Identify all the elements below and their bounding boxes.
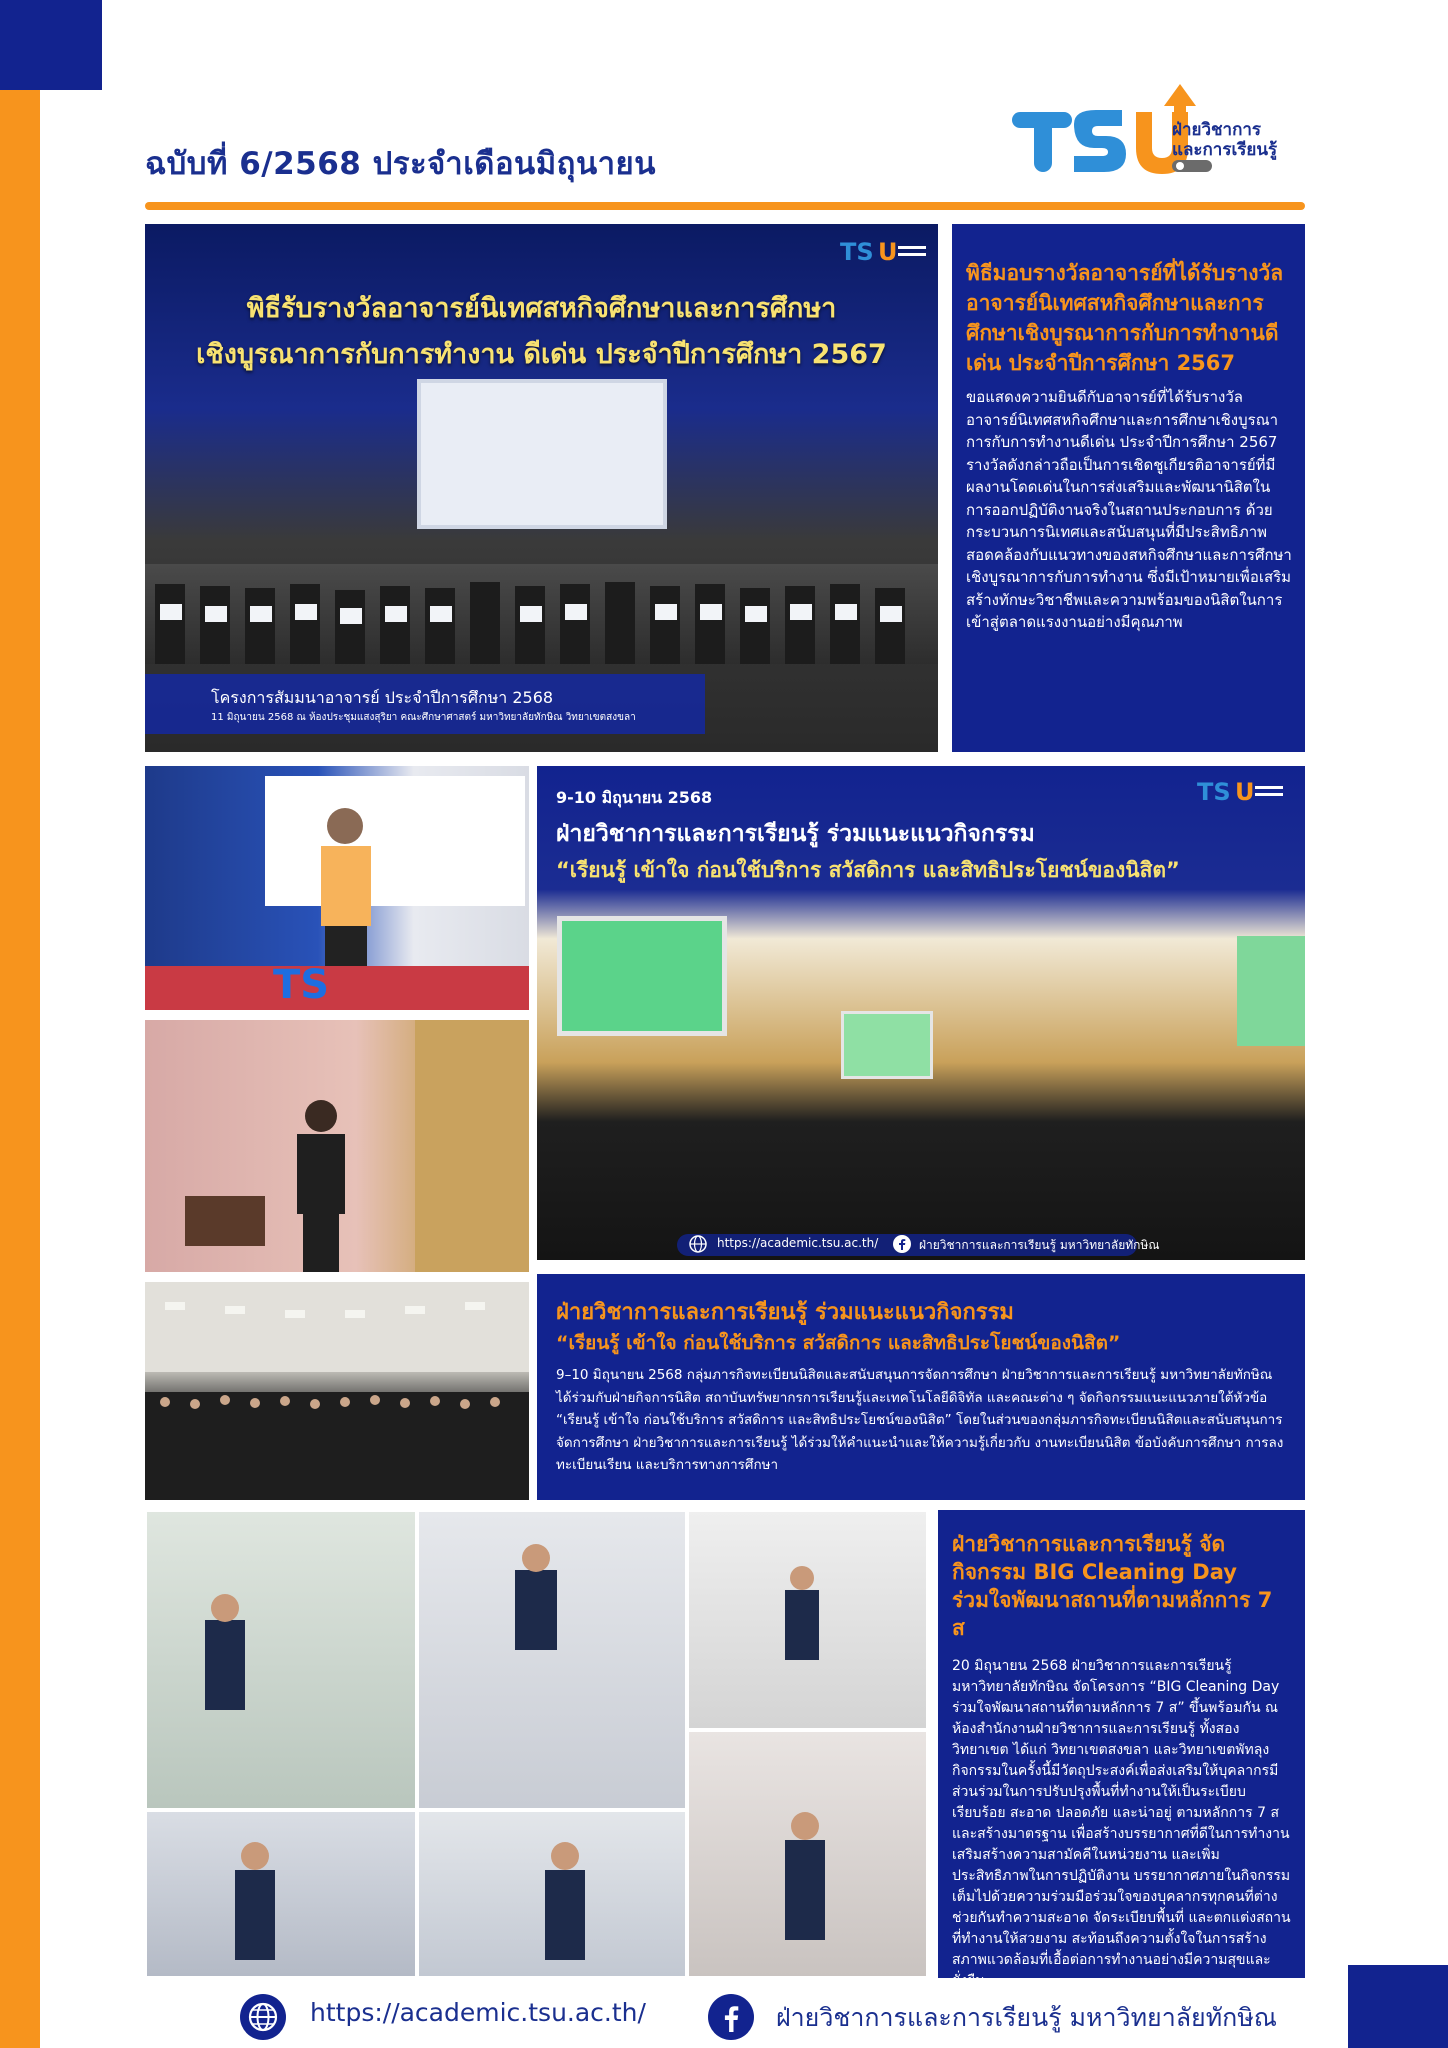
audience-photo <box>145 1282 529 1500</box>
svg-text:TS: TS <box>1197 778 1231 806</box>
poster-facebook: ฝ่ายวิชาการและการเรียนรู้ มหาวิทยาลัยทักษิณ <box>919 1238 1160 1252</box>
award-article-body: ขอแสดงความยินดีกับอาจารย์ที่ได้รับรางวัลอาจารย์นิเทศสหกิจศึกษาและการศึกษาเชิงบูรณาการกับการทำงานดีเด่น ประจำปีการศึกษา 2567 รางวัลดังกล่าวถือเป็นการเชิดชูเกียรติอาจารย์ที่มีผลงานโดดเด่นในการส่งเสริมและพัฒนานิสิตในการออกปฏิบัติงานจริงในสถานประกอบการ ด้วยกระบวนการนิเทศและสนับสนุนที่มีประสิทธิภาพ สอดคล้องกับแนวทางของสหกิจศึกษาและการศึกษาเชิงบูรณาการกับการทำงาน ซึ่งมีเป้าหมายเพื่อเสริมสร้างทักษะวิชาชีพและความพร้อมของนิสิตในการเข้าสู่ตลาดแรงงานอย่างมีคุณภาพ <box>966 388 1292 631</box>
cleaning-day-collage <box>145 1510 928 1978</box>
tsu-logo-small <box>1197 774 1287 808</box>
globe-icon <box>240 1994 286 2040</box>
poster-url: https://academic.tsu.ac.th/ <box>717 1236 879 1250</box>
cleaning-day-article-body: 20 มิถุนายน 2568 ฝ่ายวิชาการและการเรียนรู้ มหาวิทยาลัยทักษิณ จัดโครงการ “BIG Cleaning Day ร่วมใจพัฒนาสถานที่ตามหลักการ 7 ส” ขึ้นพร้อมกัน ณ ห้องสำนักงานฝ่ายวิชาการและการเรียนรู้ ทั้งสองวิทยาเขต ได้แก่ วิทยาเขตสงขลา และวิทยาเขตพัทลุง กิจกรรมในครั้งนี้มีวัตถุประสงค์เพื่อส่งเสริมให้บุคลากรมีส่วนร่วมในการปรับปรุงพื้นที่ทำงานให้เป็นระเบียบเรียบร้อย สะอาด ปลอดภัย และน่าอยู่ ตามหลักการ 7 ส และสร้างมาตรฐาน เพื่อสร้างบรรยากาศที่ดีในการทำงาน เสริมสร้างความสามัคคีในหน่วยงาน และเพิ่มประสิทธิภาพในการปฏิบัติงาน บรรยากาศภายในกิจกรรมเต็มไปด้วยความร่วมมือร่วมใจของบุคลากรทุกคนที่ต่างช่วยกันทำความสะอาด จัดระเบียบพื้นที่ และตกแต่งสถานที่ทำงานให้สวยงาม สะท้อนถึงความตั้งใจในการสร้างสภาพแวดล้อมที่เอื้อต่อการทำงานอย่างมีความสุขและยั่งยืน <box>952 1658 1291 1989</box>
cleaning-day-article-title: ฝ่ายวิชาการและการเรียนรู้ จัดกิจกรรม BIG Cleaning Day ร่วมใจพัฒนาสถานที่ตามหลักการ 7 ส <box>952 1532 1273 1640</box>
orientation-poster <box>537 766 1305 1260</box>
collage-people <box>145 1510 928 1978</box>
award-ceremony-photo <box>145 224 938 752</box>
left-orange-stripe <box>0 90 40 2048</box>
poster-date: 9-10 มิถุนายน 2568 <box>556 788 713 807</box>
projector-screen-right <box>1237 936 1305 1046</box>
award-recipients-group <box>145 564 938 664</box>
speaker-photo-2 <box>145 1020 529 1272</box>
orientation-article-body: 9–10 มิถุนายน 2568 กลุ่มภารกิจทะเบียนนิสิตและสนับสนุนการจัดการศึกษา ฝ่ายวิชาการและการเรียนรู้ มหาวิทยาลัยทักษิณ ได้ร่วมกับฝ่ายกิจการนิสิต สถาบันทรัพยากรการเรียนรู้และเทคโนโลยีดิจิทัล และคณะต่าง ๆ จัดกิจกรรมแนะแนวภายใต้หัวข้อ “เรียนรู้ เข้าใจ ก่อนใช้บริการ สวัสดิการ และสิทธิประโยชน์ของนิสิต” โดยในส่วนของกลุ่มภารกิจทะเบียนนิสิตและสนับสนุนการจัดการศึกษา ฝ่ายวิชาการและการเรียนรู้ ได้ร่วมให้คำแนะนำและให้ความรู้เกี่ยวกับ งานทะเบียนนิสิต ข้อบังคับการศึกษา การลงทะเบียนเรียน และบริการทางการศึกษา <box>556 1367 1284 1473</box>
award-article-title: พิธีมอบรางวัลอาจารย์ที่ได้รับรางวัลอาจารย์นิเทศสหกิจศึกษาและการศึกษาเชิงบูรณาการกับการทำงานดีเด่น ประจำปีการศึกษา 2567 <box>966 261 1284 375</box>
facebook-icon <box>708 1994 754 2040</box>
svg-text:U: U <box>878 238 898 266</box>
corner-block-bottom-right <box>1348 1965 1448 2048</box>
orientation-article-panel <box>537 1274 1305 1500</box>
footer-facebook-link[interactable]: ฝ่ายวิชาการและการเรียนรู้ มหาวิทยาลัยทักษิณ <box>776 2003 1277 2032</box>
projector-screen-left <box>557 916 727 1036</box>
speaker-photo-1 <box>145 766 529 1010</box>
svg-text:TS: TS <box>273 962 330 1008</box>
header-divider <box>145 202 1305 210</box>
tsu-logo-small <box>840 234 930 270</box>
orientation-article-title-line2: “เรียนรู้ เข้าใจ ก่อนใช้บริการ สวัสดิการ และสิทธิประโยชน์ของนิสิต” <box>556 1332 1121 1354</box>
poster-title-line2: “เรียนรู้ เข้าใจ ก่อนใช้บริการ สวัสดิการ และสิทธิประโยชน์ของนิสิต” <box>556 858 1180 882</box>
projector-screen-center <box>841 1011 933 1079</box>
svg-text:TS: TS <box>840 238 874 266</box>
issue-title: ฉบับที่ 6/2568 ประจำเดือนมิถุนายน <box>145 146 656 182</box>
footer-website-link[interactable]: https://academic.tsu.ac.th/ <box>310 1998 646 2027</box>
logo-text-line2: และการเรียนรู้ <box>1172 140 1278 160</box>
logo-text <box>1172 120 1277 160</box>
photo-caption-line2: 11 มิถุนายน 2568 ณ ห้องประชุมแสงสุริยา คณะศึกษาศาสตร์ มหาวิทยาลัยทักษิณ วิทยาเขตสงขลา <box>211 712 636 723</box>
poster-title-line1: ฝ่ายวิชาการและการเรียนรู้ ร่วมแนะแนวกิจกรรม <box>556 821 1035 847</box>
orientation-article-title-line1: ฝ่ายวิชาการและการเรียนรู้ ร่วมแนะแนวกิจกรรม <box>556 1300 1014 1325</box>
logo-text-line1: ฝ่ายวิชาการ <box>1172 120 1262 140</box>
photo-banner-line2: เชิงบูรณาการกับการทำงาน ดีเด่น ประจำปีการศึกษา 2567 <box>196 339 887 370</box>
award-article-panel <box>952 224 1305 752</box>
photo-caption-line1: โครงการสัมมนาอาจารย์ ประจำปีการศึกษา 2568 <box>211 688 554 707</box>
cleaning-day-article-panel <box>938 1510 1305 1989</box>
globe-icon <box>689 1235 707 1253</box>
svg-text:U: U <box>1235 778 1255 806</box>
facebook-icon <box>893 1235 911 1253</box>
photo-banner-line1: พิธีรับรางวัลอาจารย์นิเทศสหกิจศึกษาและการศึกษา <box>246 293 837 324</box>
corner-block-top-left <box>0 0 102 90</box>
projector-screen <box>417 379 667 529</box>
